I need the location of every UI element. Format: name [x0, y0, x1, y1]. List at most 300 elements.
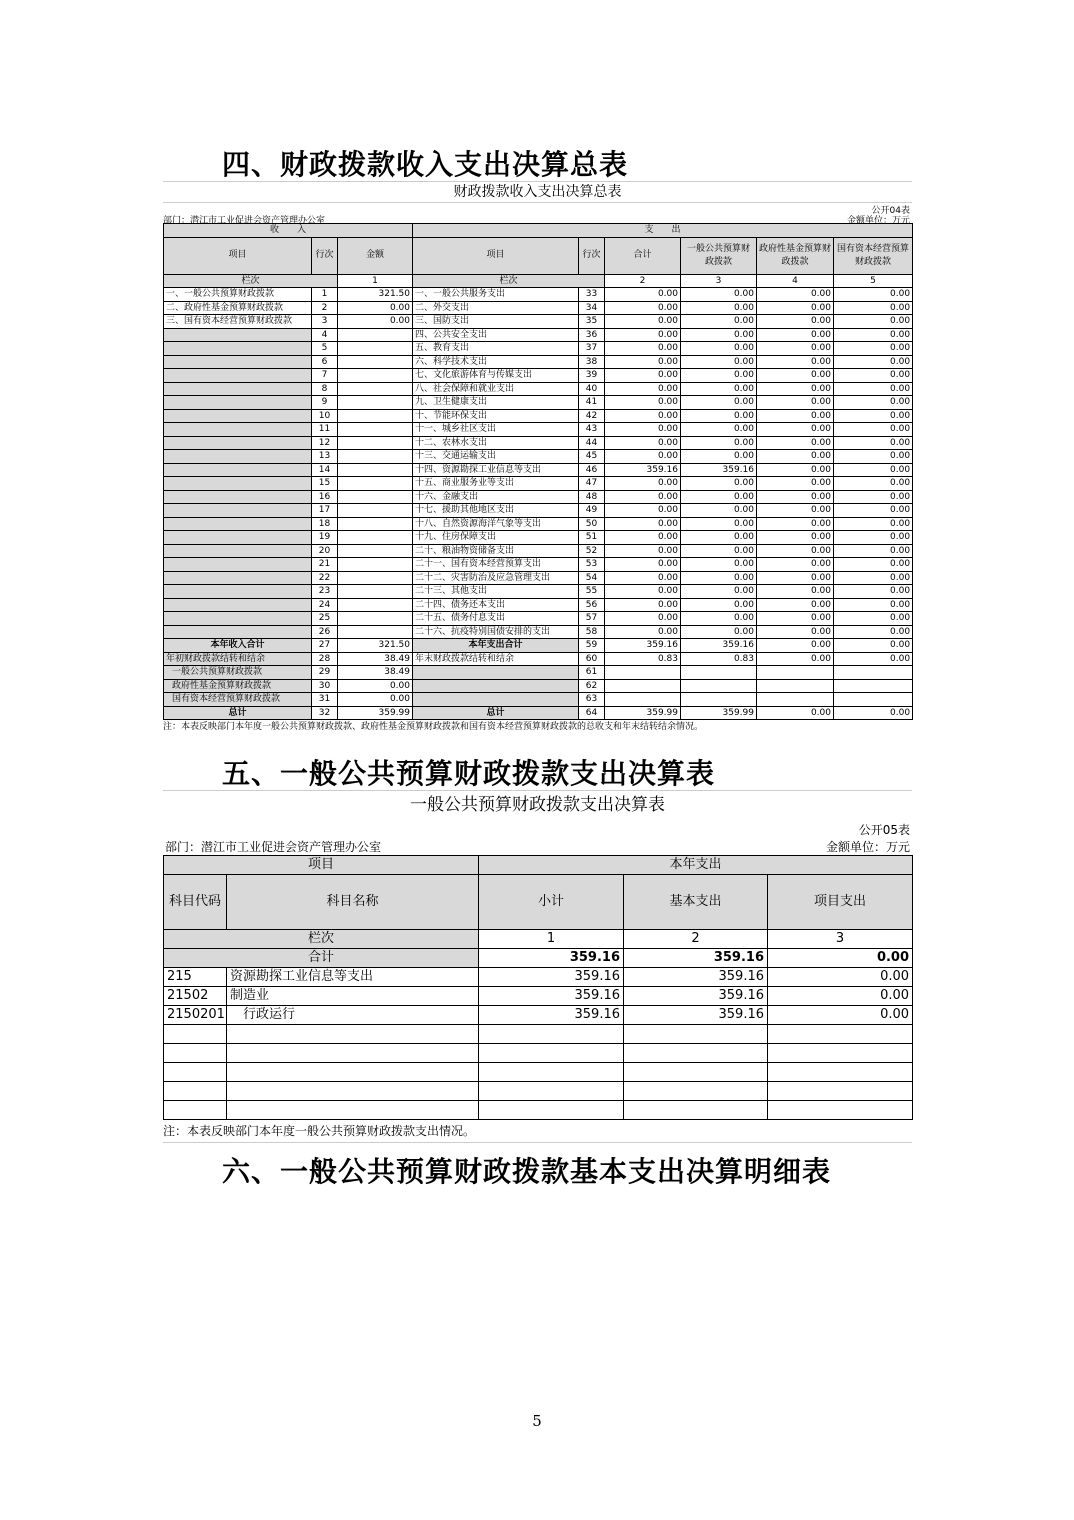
- table-code: 公开04表: [871, 206, 910, 216]
- table-cell: 50: [579, 517, 605, 531]
- table-row: [164, 531, 913, 545]
- table-cell: 四、公共安全支出: [413, 328, 579, 342]
- table-cell: 0.00: [834, 706, 913, 720]
- table-cell: [164, 1101, 227, 1120]
- table-cell: 11: [312, 423, 338, 437]
- table-cell: 0.00: [757, 571, 834, 585]
- table-cell: 34: [579, 301, 605, 315]
- table-cell: 0.00: [834, 369, 913, 383]
- table-cell: 45: [579, 450, 605, 464]
- table-cell: 二十、粮油物资储备支出: [413, 544, 579, 558]
- table-cell: 0.00: [757, 598, 834, 612]
- table-cell: 0.83: [681, 652, 757, 666]
- column-index: 2: [624, 930, 768, 949]
- table-cell: 0.00: [681, 477, 757, 491]
- table-cell: 359.16: [479, 987, 624, 1006]
- table-cell: 0.00: [757, 396, 834, 410]
- column-index-label: 栏次: [164, 274, 338, 288]
- table-cell: 21: [312, 558, 338, 572]
- table-cell: 0.00: [834, 652, 913, 666]
- table-cell: [164, 558, 312, 572]
- table-cell: 0.00: [757, 639, 834, 653]
- table-cell: 48: [579, 490, 605, 504]
- table-cell: 0.00: [681, 571, 757, 585]
- table-cell: 33: [579, 288, 605, 302]
- table-cell: 215: [164, 968, 227, 987]
- table-cell: [768, 1025, 913, 1044]
- table-cell: 321.50: [338, 288, 413, 302]
- table-cell: 13: [312, 450, 338, 464]
- table-cell: 18: [312, 517, 338, 531]
- table-note: 注：本表反映部门本年度一般公共预算财政拨款支出情况。: [163, 1120, 912, 1143]
- table-cell: 42: [579, 409, 605, 423]
- table-row: [164, 423, 913, 437]
- table-cell: 0.00: [757, 382, 834, 396]
- table-cell: 0.00: [757, 328, 834, 342]
- col-item: 项目: [164, 856, 479, 875]
- table-cell: 21502: [164, 987, 227, 1006]
- table-cell: 一、一般公共预算财政拨款: [164, 288, 312, 302]
- table-cell: [338, 423, 413, 437]
- table-cell: 一般公共预算财政拨款: [164, 666, 312, 680]
- table-row: [164, 1006, 913, 1025]
- table-cell: 二十一、国有资本经营预算支出: [413, 558, 579, 572]
- table-row: [164, 666, 913, 680]
- table-cell: 0.00: [834, 571, 913, 585]
- table-row: [164, 382, 913, 396]
- table-cell: 0.00: [834, 477, 913, 491]
- table-cell: 64: [579, 706, 605, 720]
- table-cell: 0.00: [338, 679, 413, 693]
- table-cell: 0.00: [605, 328, 681, 342]
- table-cell: [338, 436, 413, 450]
- table-cell: 24: [312, 598, 338, 612]
- table-cell: 3: [312, 315, 338, 329]
- table-cell: 十四、资源勘探工业信息等支出: [413, 463, 579, 477]
- column-index: 4: [757, 274, 834, 288]
- table-cell: 0.00: [834, 450, 913, 464]
- table-cell: 38.49: [338, 666, 413, 680]
- table-cell: 总计: [413, 706, 579, 720]
- table-row: [164, 558, 913, 572]
- table-cell: 46: [579, 463, 605, 477]
- table-cell: 0.00: [681, 531, 757, 545]
- table-cell: 0.00: [681, 396, 757, 410]
- table-row: [164, 504, 913, 518]
- table-cell: 0.00: [768, 987, 913, 1006]
- table-cell: [227, 1025, 479, 1044]
- table-cell: [624, 1025, 768, 1044]
- table-cell: 41: [579, 396, 605, 410]
- table-row: [164, 585, 913, 599]
- table-cell: 0.00: [757, 342, 834, 356]
- table-cell: 0.00: [681, 625, 757, 639]
- table-cell: [413, 679, 579, 693]
- table-row: [164, 463, 913, 477]
- table-cell: 29: [312, 666, 338, 680]
- table-cell: 22: [312, 571, 338, 585]
- table-cell: 0.00: [768, 968, 913, 987]
- table-cell: 5: [312, 342, 338, 356]
- table-cell: 0.00: [681, 544, 757, 558]
- table-cell: 本年支出合计: [413, 639, 579, 653]
- table-cell: 359.16: [624, 1006, 768, 1025]
- table-cell: [164, 1063, 227, 1082]
- table-cell: [164, 1044, 227, 1063]
- table-row: [164, 598, 913, 612]
- col-item-2: 项目: [413, 237, 579, 274]
- table-cell: 总计: [164, 706, 312, 720]
- table-cell: [338, 382, 413, 396]
- table-cell: 0.00: [605, 342, 681, 356]
- total-label: 合计: [164, 949, 479, 968]
- table-row: [164, 450, 913, 464]
- table-cell: 359.16: [624, 968, 768, 987]
- table-cell: 0.00: [681, 423, 757, 437]
- table-cell: 25: [312, 612, 338, 626]
- table-cell: 0.00: [605, 612, 681, 626]
- table-row: [164, 355, 913, 369]
- table-cell: 0.00: [834, 544, 913, 558]
- table-cell: 0.00: [605, 517, 681, 531]
- table-cell: 制造业: [227, 987, 479, 1006]
- table-cell: 0.00: [834, 612, 913, 626]
- table-cell: 0.00: [605, 544, 681, 558]
- table-cell: 0.00: [834, 328, 913, 342]
- table-cell: 359.16: [605, 463, 681, 477]
- table-cell: 0.00: [834, 436, 913, 450]
- table-cell: 十二、农林水支出: [413, 436, 579, 450]
- table-cell: [338, 409, 413, 423]
- column-index: 3: [768, 930, 913, 949]
- table-cell: 本年收入合计: [164, 639, 312, 653]
- table-cell: 0.00: [757, 504, 834, 518]
- table-cell: [624, 1101, 768, 1120]
- table-cell: 0.00: [605, 409, 681, 423]
- table-row: [164, 369, 913, 383]
- table-cell: [624, 1082, 768, 1101]
- column-index-label: 栏次: [164, 930, 479, 949]
- table-cell: [479, 1044, 624, 1063]
- table-cell: 国有资本经营预算财政拨款: [164, 693, 312, 707]
- table-cell: 十五、商业服务业等支出: [413, 477, 579, 491]
- table-cell: [164, 382, 312, 396]
- table-row: [164, 477, 913, 491]
- table-row: [164, 968, 913, 987]
- table-cell: [338, 369, 413, 383]
- table-cell: 0.00: [757, 409, 834, 423]
- table-cell: 0.00: [681, 382, 757, 396]
- table-cell: [681, 679, 757, 693]
- table-cell: 0.00: [681, 504, 757, 518]
- table-cell: 16: [312, 490, 338, 504]
- table-cell: 0.00: [681, 315, 757, 329]
- table-cell: [164, 598, 312, 612]
- general-budget-expense-table: [163, 855, 913, 1120]
- table-cell: 二十五、债务付息支出: [413, 612, 579, 626]
- table-cell: [164, 355, 312, 369]
- table-cell: 44: [579, 436, 605, 450]
- table-cell: 0.00: [681, 301, 757, 315]
- table-code: 公开05表: [858, 823, 910, 837]
- table-cell: [413, 666, 579, 680]
- section-title-6: 六、一般公共预算财政拨款基本支出决算明细表: [222, 1155, 832, 1188]
- table-cell: [164, 490, 312, 504]
- table-row: [164, 342, 913, 356]
- table-cell: 49: [579, 504, 605, 518]
- table-cell: [834, 693, 913, 707]
- table-cell: 0.00: [338, 315, 413, 329]
- table-cell: [164, 571, 312, 585]
- table-note: 注：本表反映部门本年度一般公共预算财政拨款、政府性基金预算财政拨款和国有资本经营预算财政拨款的总收支和年末结转结余情况。: [163, 722, 704, 732]
- table-row: [164, 612, 913, 626]
- table-cell: 359.99: [605, 706, 681, 720]
- table-cell: 二、政府性基金预算财政拨款: [164, 301, 312, 315]
- table-cell: 0.00: [834, 355, 913, 369]
- table-cell: 0.00: [605, 315, 681, 329]
- table-cell: 0.00: [834, 639, 913, 653]
- table-cell: [164, 1025, 227, 1044]
- empty-row: [164, 1044, 913, 1063]
- table-cell: [164, 409, 312, 423]
- table-cell: 0.00: [681, 490, 757, 504]
- table-row: [164, 639, 913, 653]
- table-cell: 0.00: [605, 490, 681, 504]
- col-year-expense: 本年支出: [479, 856, 913, 875]
- table-cell: 30: [312, 679, 338, 693]
- table-cell: 0.00: [605, 504, 681, 518]
- table-cell: 0.00: [605, 625, 681, 639]
- table-cell: 0.00: [834, 625, 913, 639]
- table-row: [164, 301, 913, 315]
- table-cell: 1: [312, 288, 338, 302]
- table-cell: [164, 450, 312, 464]
- table-meta: [163, 203, 912, 226]
- table-cell: [338, 396, 413, 410]
- table-cell: [338, 625, 413, 639]
- table-cell: [624, 1063, 768, 1082]
- table-cell: 0.00: [605, 301, 681, 315]
- table-row: [164, 706, 913, 720]
- table-cell: 43: [579, 423, 605, 437]
- table-row: [164, 288, 913, 302]
- table-row: [164, 679, 913, 693]
- table-cell: 二十六、抗疫特别国债安排的支出: [413, 625, 579, 639]
- col-project: 项目支出: [768, 875, 913, 930]
- table-cell: [164, 1082, 227, 1101]
- table-cell: 0.00: [681, 450, 757, 464]
- table-cell: 6: [312, 355, 338, 369]
- table-cell: 0.00: [757, 706, 834, 720]
- table-row: [164, 544, 913, 558]
- table-cell: 0.00: [757, 355, 834, 369]
- table-cell: 58: [579, 625, 605, 639]
- table-cell: 二十三、其他支出: [413, 585, 579, 599]
- table-cell: 0.00: [757, 436, 834, 450]
- table-cell: 7: [312, 369, 338, 383]
- table-cell: 63: [579, 693, 605, 707]
- table-row: [164, 625, 913, 639]
- table-cell: 54: [579, 571, 605, 585]
- expense-header: 支 出: [413, 224, 913, 238]
- col-basic: 基本支出: [624, 875, 768, 930]
- table-cell: 0.00: [757, 612, 834, 626]
- table-cell: 三、国防支出: [413, 315, 579, 329]
- column-index-label: 栏次: [413, 274, 605, 288]
- table-cell: 0.83: [605, 652, 681, 666]
- table-cell: 0.00: [757, 490, 834, 504]
- table-cell: [479, 1101, 624, 1120]
- department-label: 部门：潜江市工业促进会资产管理办公室: [165, 840, 382, 854]
- table-cell: 35: [579, 315, 605, 329]
- table-cell: 40: [579, 382, 605, 396]
- table-cell: [227, 1101, 479, 1120]
- table-cell: 0.00: [834, 463, 913, 477]
- table-cell: 60: [579, 652, 605, 666]
- col-item: 项目: [164, 237, 312, 274]
- table-cell: [164, 436, 312, 450]
- table-cell: 0.00: [757, 652, 834, 666]
- table-row: [164, 517, 913, 531]
- table-cell: 359.16: [479, 1006, 624, 1025]
- table-cell: 年末财政拨款结转和结余: [413, 652, 579, 666]
- table-cell: 0.00: [681, 612, 757, 626]
- col-total: 合计: [605, 237, 681, 274]
- table-cell: 56: [579, 598, 605, 612]
- table-cell: 0.00: [834, 504, 913, 518]
- table-cell: [338, 598, 413, 612]
- table-cell: 321.50: [338, 639, 413, 653]
- table-cell: 19: [312, 531, 338, 545]
- table-cell: 0.00: [834, 315, 913, 329]
- table-cell: [479, 1025, 624, 1044]
- table-cell: 0.00: [605, 531, 681, 545]
- table-row: [164, 571, 913, 585]
- page-number: 5: [532, 1412, 542, 1430]
- table-cell: 0.00: [757, 558, 834, 572]
- table-cell: 十七、援助其他地区支出: [413, 504, 579, 518]
- table-cell: [834, 666, 913, 680]
- table-cell: 0.00: [834, 558, 913, 572]
- table-cell: 0.00: [681, 517, 757, 531]
- table-cell: 0.00: [605, 382, 681, 396]
- table-cell: 0.00: [834, 585, 913, 599]
- table-cell: 0.00: [834, 598, 913, 612]
- table-cell: 0.00: [681, 436, 757, 450]
- table-cell: 0.00: [757, 477, 834, 491]
- table-caption: 财政拨款收入支出决算总表: [163, 181, 912, 203]
- table-cell: 36: [579, 328, 605, 342]
- table-row: [164, 409, 913, 423]
- table-cell: 0.00: [768, 1006, 913, 1025]
- empty-row: [164, 1025, 913, 1044]
- table-cell: [164, 544, 312, 558]
- table-cell: 61: [579, 666, 605, 680]
- table-cell: 资源勘探工业信息等支出: [227, 968, 479, 987]
- table-cell: 359.99: [681, 706, 757, 720]
- table-cell: 五、教育支出: [413, 342, 579, 356]
- table-cell: [338, 450, 413, 464]
- table-cell: [757, 666, 834, 680]
- table-cell: 12: [312, 436, 338, 450]
- table-cell: 0.00: [757, 544, 834, 558]
- table-cell: 20: [312, 544, 338, 558]
- table-cell: 10: [312, 409, 338, 423]
- table-cell: 0.00: [834, 288, 913, 302]
- table-cell: 0.00: [605, 423, 681, 437]
- table-row: [164, 490, 913, 504]
- table-cell: [164, 585, 312, 599]
- table-cell: 359.16: [624, 987, 768, 1006]
- table-cell: 32: [312, 706, 338, 720]
- total-subtotal: 359.16: [479, 949, 624, 968]
- table-cell: [768, 1101, 913, 1120]
- column-index: 1: [479, 930, 624, 949]
- unit-label: 金额单位：万元: [825, 840, 910, 854]
- table-cell: 0.00: [605, 477, 681, 491]
- table-cell: [338, 342, 413, 356]
- section-title-4: 四、财政拨款收入支出决算总表: [222, 148, 629, 181]
- table-meta: [163, 819, 912, 855]
- table-cell: 57: [579, 612, 605, 626]
- fiscal-summary-table: [163, 223, 913, 720]
- table-cell: [164, 625, 312, 639]
- table-cell: 行政运行: [227, 1006, 479, 1025]
- table-cell: 39: [579, 369, 605, 383]
- table-cell: [338, 612, 413, 626]
- table-cell: 政府性基金预算财政拨款: [164, 679, 312, 693]
- table-cell: [164, 342, 312, 356]
- table-cell: 55: [579, 585, 605, 599]
- table-cell: [681, 666, 757, 680]
- table-row: [164, 396, 913, 410]
- col-general-budget: 一般公共预算财政拨款: [681, 237, 757, 274]
- table-cell: 0.00: [681, 288, 757, 302]
- table-cell: [605, 666, 681, 680]
- table-cell: [338, 490, 413, 504]
- table-cell: [681, 693, 757, 707]
- table-caption: 一般公共预算财政拨款支出决算表: [163, 790, 912, 819]
- table-cell: 0.00: [757, 625, 834, 639]
- table-cell: 0.00: [834, 423, 913, 437]
- table-cell: 8: [312, 382, 338, 396]
- table-cell: [338, 477, 413, 491]
- column-index: 2: [605, 274, 681, 288]
- table-row: [164, 328, 913, 342]
- table-cell: 0.00: [605, 450, 681, 464]
- table-cell: 二十二、灾害防治及应急管理支出: [413, 571, 579, 585]
- table-cell: 0.00: [834, 531, 913, 545]
- col-code: 科目代码: [164, 875, 227, 930]
- table-cell: 38: [579, 355, 605, 369]
- table-cell: 0.00: [681, 328, 757, 342]
- col-gov-fund: 政府性基金预算财政拨款: [757, 237, 834, 274]
- table-cell: [227, 1044, 479, 1063]
- table-cell: 2: [312, 301, 338, 315]
- table-cell: [227, 1063, 479, 1082]
- table-cell: 0.00: [757, 423, 834, 437]
- table-cell: 六、科学技术支出: [413, 355, 579, 369]
- unit-label: 金额单位：万元: [846, 216, 910, 226]
- table-cell: 0.00: [605, 598, 681, 612]
- table-cell: 359.16: [605, 639, 681, 653]
- table-cell: 17: [312, 504, 338, 518]
- table-cell: 0.00: [834, 396, 913, 410]
- table-cell: 27: [312, 639, 338, 653]
- table-cell: 0.00: [757, 288, 834, 302]
- table-row: [164, 315, 913, 329]
- table-cell: 0.00: [757, 585, 834, 599]
